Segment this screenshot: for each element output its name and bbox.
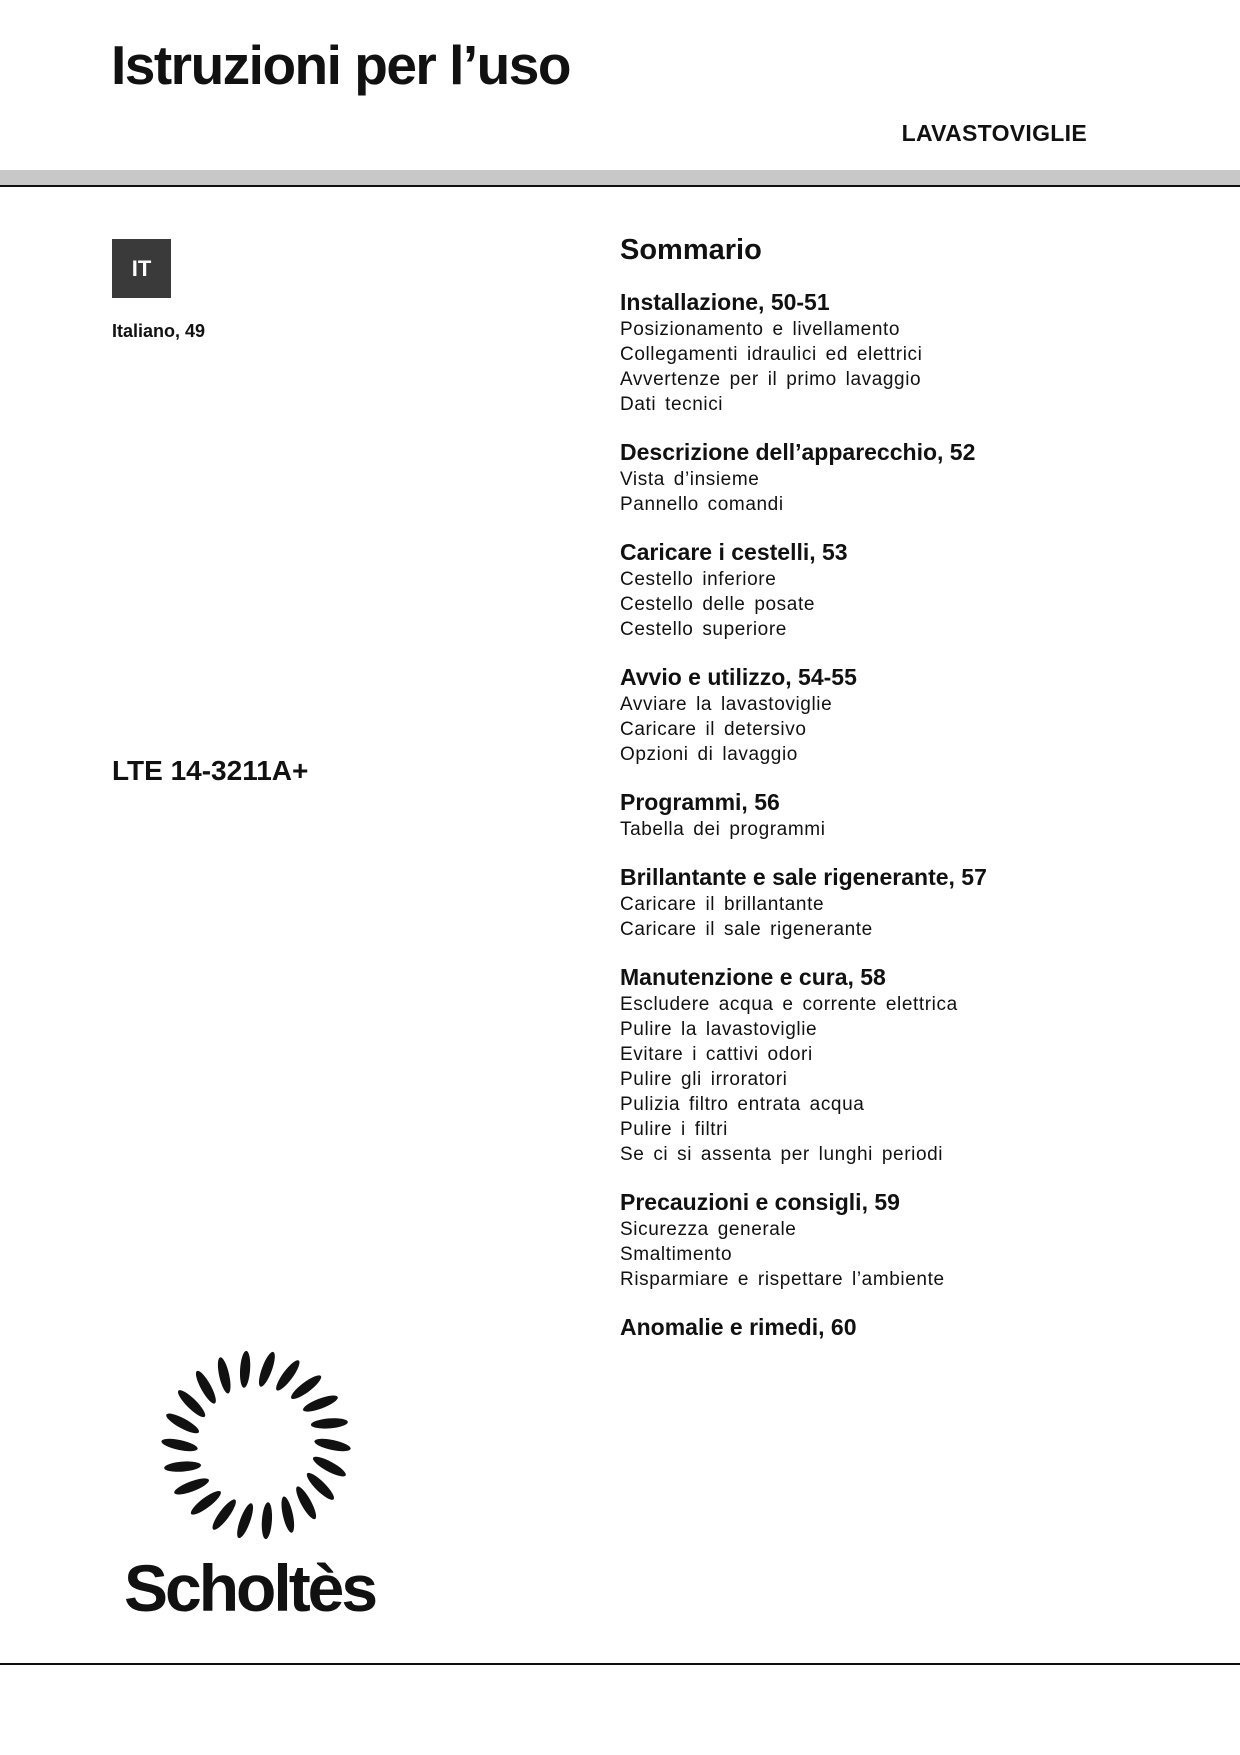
logo-ray <box>288 1372 324 1402</box>
logo-ray <box>293 1484 320 1521</box>
toc-sections <box>620 287 1210 1342</box>
logo-ray <box>188 1488 224 1518</box>
toc-item: Se ci si assenta per lunghi periodi <box>620 1144 944 1165</box>
product-category: LAVASTOVIGLIE <box>901 120 1087 146</box>
toc-item: Cestello inferiore <box>620 569 777 590</box>
logo-ray <box>193 1369 220 1406</box>
logo-ray <box>173 1475 211 1497</box>
table-of-contents <box>620 234 1210 1362</box>
toc-item: Cestello superiore <box>620 619 787 640</box>
toc-section-title: Precauzioni e consigli, 59 <box>620 1189 900 1215</box>
toc-item: Vista d’insieme <box>620 469 760 490</box>
toc-section-title: Anomalie e rimedi, 60 <box>620 1314 857 1340</box>
toc-item: Smaltimento <box>620 1244 733 1265</box>
logo-ray <box>234 1502 256 1540</box>
toc-item: Risparmiare e rispettare l’ambiente <box>620 1269 945 1290</box>
toc-item: Evitare i cattivi odori <box>620 1044 813 1065</box>
toc-section <box>620 1312 1210 1342</box>
toc-item: Opzioni di lavaggio <box>620 744 798 765</box>
toc-item: Tabella dei programmi <box>620 819 826 840</box>
toc-item: Pulire gli irroratori <box>620 1069 788 1090</box>
language-page-ref: Italiano, 49 <box>112 321 206 341</box>
logo-ray <box>261 1502 273 1540</box>
logo-ray <box>313 1436 351 1453</box>
logo-ray <box>164 1410 201 1436</box>
toc-section-title: Programmi, 56 <box>620 789 780 815</box>
toc-section <box>620 787 1210 842</box>
toc-item: Collegamenti idraulici ed elettrici <box>620 344 923 365</box>
toc-section-title: Manutenzione e cura, 58 <box>620 964 886 990</box>
header-divider-gray <box>0 170 1240 185</box>
toc-item: Caricare il detersivo <box>620 719 807 740</box>
toc-item: Pulizia filtro entrata acqua <box>620 1094 865 1115</box>
document-title: Istruzioni per l’uso <box>111 34 570 96</box>
toc-item: Sicurezza generale <box>620 1219 797 1240</box>
toc-heading: Sommario <box>620 234 762 266</box>
toc-section <box>620 287 1210 417</box>
brand-name: Scholtès <box>124 1551 376 1625</box>
header-divider-black <box>0 185 1240 187</box>
logo-ray <box>164 1460 202 1473</box>
toc-item: Cestello delle posate <box>620 594 815 615</box>
logo-ray <box>279 1495 297 1533</box>
toc-item: Avvertenze per il primo lavaggio <box>620 369 922 390</box>
toc-item: Escludere acqua e corrente elettrica <box>620 994 958 1015</box>
toc-section <box>620 1187 1210 1292</box>
logo-ray <box>160 1436 198 1453</box>
toc-item: Avviare la lavastoviglie <box>620 694 833 715</box>
toc-section-title: Caricare i cestelli, 53 <box>620 539 848 565</box>
toc-section <box>620 437 1210 517</box>
logo-ray <box>311 1453 348 1479</box>
toc-item: Pannello comandi <box>620 494 784 515</box>
toc-section <box>620 962 1210 1167</box>
toc-item: Dati tecnici <box>620 394 724 415</box>
footer-divider <box>0 1663 1240 1665</box>
toc-section <box>620 662 1210 767</box>
toc-section-title: Installazione, 50-51 <box>620 289 830 315</box>
toc-section-title: Brillantante e sale rigenerante, 57 <box>620 864 987 890</box>
toc-section <box>620 537 1210 642</box>
logo-ray <box>256 1350 278 1388</box>
model-number: LTE 14-3211A+ <box>112 755 309 786</box>
toc-section <box>620 862 1210 942</box>
sun-burst-icon <box>150 1345 370 1545</box>
toc-item: Pulire i filtri <box>620 1119 728 1140</box>
toc-item: Pulire la lavastoviglie <box>620 1019 818 1040</box>
toc-item: Posizionamento e livellamento <box>620 319 901 340</box>
logo-ray <box>239 1351 251 1389</box>
toc-item: Caricare il sale rigenerante <box>620 919 873 940</box>
toc-section-title: Descrizione dell’apparecchio, 52 <box>620 439 976 465</box>
logo-ray <box>301 1392 339 1414</box>
logo-ray <box>215 1356 233 1394</box>
toc-item: Caricare il brillantante <box>620 894 825 915</box>
logo-ray <box>311 1417 349 1430</box>
toc-section-title: Avvio e utilizzo, 54-55 <box>620 664 857 690</box>
language-badge: IT <box>112 239 171 298</box>
